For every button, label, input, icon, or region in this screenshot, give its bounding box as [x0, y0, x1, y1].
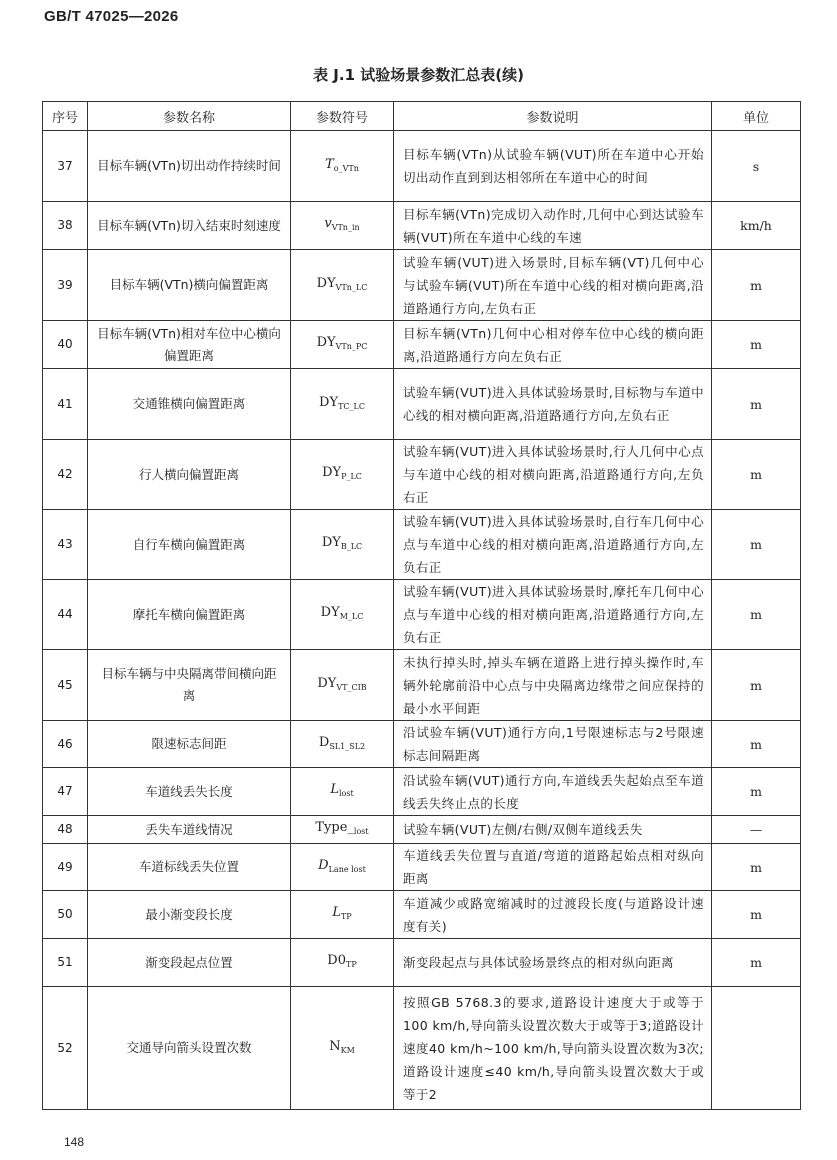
- param-symbol: [291, 816, 394, 844]
- param-symbol-subscript: KM: [340, 1045, 355, 1055]
- table-body: [43, 131, 801, 1110]
- param-symbol-main: DY: [316, 275, 336, 291]
- param-name: 目标车辆与中央隔离带间横向距离: [88, 650, 291, 721]
- page-number: 148: [64, 1135, 85, 1149]
- table-row: [43, 440, 801, 510]
- param-symbol: [291, 321, 394, 369]
- param-symbol-subscript: VT_CIB: [336, 682, 367, 692]
- column-header-description: 参数说明: [394, 102, 712, 131]
- table-row: [43, 650, 801, 721]
- parameter-table: [42, 101, 801, 1110]
- param-symbol-subscript: VTn_LC: [335, 282, 368, 292]
- param-unit: km/h: [712, 202, 801, 250]
- row-number: 37: [43, 131, 88, 202]
- param-description: 未执行掉头时,掉头车辆在道路上进行掉头操作时,车辆外轮廓前沿中心点与中央隔离边缘带之间应保持的最小水平间距: [394, 650, 712, 721]
- param-symbol: [291, 369, 394, 440]
- param-name: 渐变段起点位置: [88, 939, 291, 987]
- column-header-unit: 单位: [712, 102, 801, 131]
- param-name: 交通导向箭头设置次数: [88, 987, 291, 1110]
- param-name: 丢失车道线情况: [88, 816, 291, 844]
- param-name: 摩托车横向偏置距离: [88, 580, 291, 650]
- param-name: 自行车横向偏置距离: [88, 510, 291, 580]
- param-symbol-main: DY: [320, 605, 340, 620]
- param-symbol-main: L: [332, 905, 341, 920]
- table-row: [43, 891, 801, 939]
- param-name: 目标车辆(VTn)相对车位中心横向偏置距离: [88, 321, 291, 369]
- param-symbol: [291, 131, 394, 202]
- row-number: 47: [43, 768, 88, 816]
- row-number: 43: [43, 510, 88, 580]
- param-symbol-subscript: VTn_PC: [335, 342, 368, 351]
- param-unit: m: [712, 580, 801, 650]
- param-description: 目标车辆(VTn)从试验车辆(VUT)所在车道中心开始切出动作直到到达相邻所在车道中心的时间: [394, 131, 712, 202]
- param-description: 试验车辆(VUT)进入具体试验场景时,摩托车几何中心点与车道中心线的相对横向距离,沿道路通行方向,左负右正: [394, 580, 712, 650]
- row-number: 46: [43, 721, 88, 768]
- row-number: 45: [43, 650, 88, 721]
- param-name: 行人横向偏置距离: [88, 440, 291, 510]
- param-symbol: [291, 580, 394, 650]
- param-unit: m: [712, 510, 801, 580]
- row-number: 48: [43, 816, 88, 844]
- param-description: 沿试验车辆(VUT)通行方向,车道线丢失起始点至车道线丢失终止点的长度: [394, 768, 712, 816]
- table-row: [43, 510, 801, 580]
- param-symbol-main: L: [330, 782, 339, 797]
- param-symbol: [291, 250, 394, 321]
- param-symbol-main: DY: [317, 675, 337, 691]
- param-unit: m: [712, 939, 801, 987]
- param-symbol-main: v: [324, 216, 332, 231]
- param-description: 沿试验车辆(VUT)通行方向,1号限速标志与2号限速标志间隔距离: [394, 721, 712, 768]
- param-name: 车道标线丢失位置: [88, 844, 291, 891]
- table-title: 表 J.1 试验场景参数汇总表(续): [313, 66, 524, 84]
- param-description: 试验车辆(VUT)进入具体试验场景时,行人几何中心点与车道中心线的相对横向距离,沿道路通行方向,左负右正: [394, 440, 712, 510]
- param-symbol-subscript: lost: [353, 827, 369, 836]
- param-name: 最小渐变段长度: [88, 891, 291, 939]
- param-symbol-subscript: TP: [345, 960, 357, 969]
- param-symbol-main: T: [325, 156, 334, 172]
- param-symbol-subscript: TC_LC: [338, 401, 365, 411]
- param-symbol-main: D0: [327, 953, 346, 968]
- param-symbol-subscript: lost: [338, 789, 354, 798]
- table-row: [43, 369, 801, 440]
- param-description: 按照GB 5768.3的要求,道路设计速度大于或等于100 km/h,导向箭头设置次数大于或等于3;道路设计速度40 km/h~100 km/h,导向箭头设置次数为3次;道路设计速度≤40 km/h,导向箭头设置次数大于或等于2: [394, 987, 712, 1110]
- param-symbol-subscript: SL1_SL2: [329, 741, 366, 751]
- row-number: 50: [43, 891, 88, 939]
- param-symbol: [291, 768, 394, 816]
- row-number: 49: [43, 844, 88, 891]
- column-header-symbol: 参数符号: [291, 102, 394, 131]
- table-row: [43, 721, 801, 768]
- param-unit: m: [712, 844, 801, 891]
- param-name: 限速标志间距: [88, 721, 291, 768]
- row-number: 41: [43, 369, 88, 440]
- param-unit: s: [712, 131, 801, 202]
- param-name: 目标车辆(VTn)横向偏置距离: [88, 250, 291, 321]
- standard-code-header: GB/T 47025—2026: [44, 8, 179, 25]
- param-symbol: [291, 510, 394, 580]
- table-row: [43, 987, 801, 1110]
- table-row: [43, 131, 801, 202]
- param-symbol-main: DY: [316, 335, 336, 350]
- param-symbol-subscript: o_VTn: [333, 163, 359, 173]
- param-symbol: [291, 987, 394, 1110]
- param-symbol-subscript: B_LC: [340, 542, 363, 551]
- row-number: 38: [43, 202, 88, 250]
- param-symbol-main: D: [318, 734, 330, 750]
- table-row: [43, 816, 801, 844]
- param-description: 车道线丢失位置与直道/弯道的道路起始点相对纵向距离: [394, 844, 712, 891]
- table-row: [43, 768, 801, 816]
- table-row: [43, 844, 801, 891]
- param-unit: m: [712, 321, 801, 369]
- param-symbol-subscript: VTn_in: [331, 223, 360, 232]
- row-number: 52: [43, 987, 88, 1110]
- param-symbol: [291, 440, 394, 510]
- param-symbol-main: DY: [322, 465, 342, 480]
- row-number: 39: [43, 250, 88, 321]
- param-unit: m: [712, 369, 801, 440]
- param-unit: m: [712, 650, 801, 721]
- param-description: 车道减少或路宽缩减时的过渡段长度(与道路设计速度有关): [394, 891, 712, 939]
- row-number: 51: [43, 939, 88, 987]
- param-unit: m: [712, 891, 801, 939]
- param-description: 试验车辆(VUT)左侧/右侧/双侧车道线丢失: [394, 816, 712, 844]
- param-symbol: [291, 721, 394, 768]
- table-row: [43, 250, 801, 321]
- param-name: 目标车辆(VTn)切出动作持续时间: [88, 131, 291, 202]
- param-symbol-main: D: [318, 857, 329, 873]
- param-symbol-subscript: P_LC: [341, 472, 362, 481]
- param-symbol-subscript: TP: [340, 912, 352, 921]
- param-name: 交通锥横向偏置距离: [88, 369, 291, 440]
- param-symbol: [291, 202, 394, 250]
- param-description: 试验车辆(VUT)进入场景时,目标车辆(VT)几何中心与试验车辆(VUT)所在车道中心线的相对横向距离,沿道路通行方向,左负右正: [394, 250, 712, 321]
- column-header-no: 序号: [43, 102, 88, 131]
- row-number: 42: [43, 440, 88, 510]
- param-description: 渐变段起点与具体试验场景终点的相对纵向距离: [394, 939, 712, 987]
- param-symbol-main: DY: [321, 535, 341, 550]
- param-unit: [712, 987, 801, 1110]
- row-number: 40: [43, 321, 88, 369]
- table-row: [43, 321, 801, 369]
- param-description: 试验车辆(VUT)进入具体试验场景时,自行车几何中心点与车道中心线的相对横向距离,沿道路通行方向,左负右正: [394, 510, 712, 580]
- param-symbol-main: DY: [319, 394, 339, 410]
- param-name: 目标车辆(VTn)切入结束时刻速度: [88, 202, 291, 250]
- param-unit: m: [712, 768, 801, 816]
- param-unit: m: [712, 250, 801, 321]
- param-description: 目标车辆(VTn)完成切入动作时,几何中心到达试验车辆(VUT)所在车道中心线的车速: [394, 202, 712, 250]
- column-header-name: 参数名称: [88, 102, 291, 131]
- param-description: 试验车辆(VUT)进入具体试验场景时,目标物与车道中心线的相对横向距离,沿道路通行方向,左负右正: [394, 369, 712, 440]
- row-number: 44: [43, 580, 88, 650]
- table-row: [43, 939, 801, 987]
- param-unit: m: [712, 721, 801, 768]
- param-symbol: [291, 939, 394, 987]
- param-symbol: [291, 844, 394, 891]
- param-name: 车道线丢失长度: [88, 768, 291, 816]
- param-symbol-main: N: [329, 1038, 341, 1054]
- table-header-row: [43, 102, 801, 131]
- param-symbol: [291, 650, 394, 721]
- param-unit: —: [712, 816, 801, 844]
- param-symbol-main: Type_: [315, 820, 354, 835]
- table-row: [43, 580, 801, 650]
- param-symbol-subscript: Lane lost: [328, 864, 366, 874]
- param-symbol: [291, 891, 394, 939]
- param-symbol-subscript: M_LC: [339, 612, 364, 621]
- table-row: [43, 202, 801, 250]
- param-description: 目标车辆(VTn)几何中心相对停车位中心线的横向距离,沿道路通行方向左负右正: [394, 321, 712, 369]
- param-unit: m: [712, 440, 801, 510]
